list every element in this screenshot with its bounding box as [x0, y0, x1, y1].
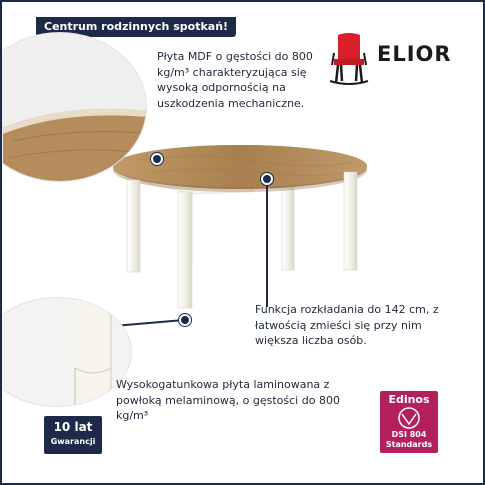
extension-description: Funkcja rozkładania do 142 cm, z łatwością zmieści się przy nim większa liczba osób.: [255, 303, 439, 347]
chair-icon: [328, 31, 370, 87]
certificate-label: Standards: [385, 440, 433, 449]
mdf-callout-dot: [151, 153, 163, 165]
extension-callout-dot: [261, 173, 273, 185]
brand-name: ELIOR: [377, 42, 452, 66]
certificate-emblem-icon: [380, 406, 438, 430]
edinos-certificate-badge: [380, 391, 438, 453]
laminate-description: Wysokogatunkowa płyta laminowana z powłoką melaminową, o gęstości do 800 kg/m³: [116, 378, 340, 422]
warranty-label: Gwarancji: [50, 437, 96, 446]
warranty-years: 10 lat: [53, 420, 93, 434]
mdf-description: Płyta MDF o gęstości do 800 kg/m³ charakteryzująca się wysoką odpornością na uszkodzenia mechaniczne.: [157, 50, 313, 110]
certificate-code: DSI 804: [391, 430, 427, 439]
laminate-callout-dot: [179, 314, 191, 326]
header-tab: Centrum rodzinnych spotkań!: [36, 17, 236, 37]
warranty-badge: [44, 416, 102, 454]
certificate-brand: Edinos: [388, 393, 430, 406]
